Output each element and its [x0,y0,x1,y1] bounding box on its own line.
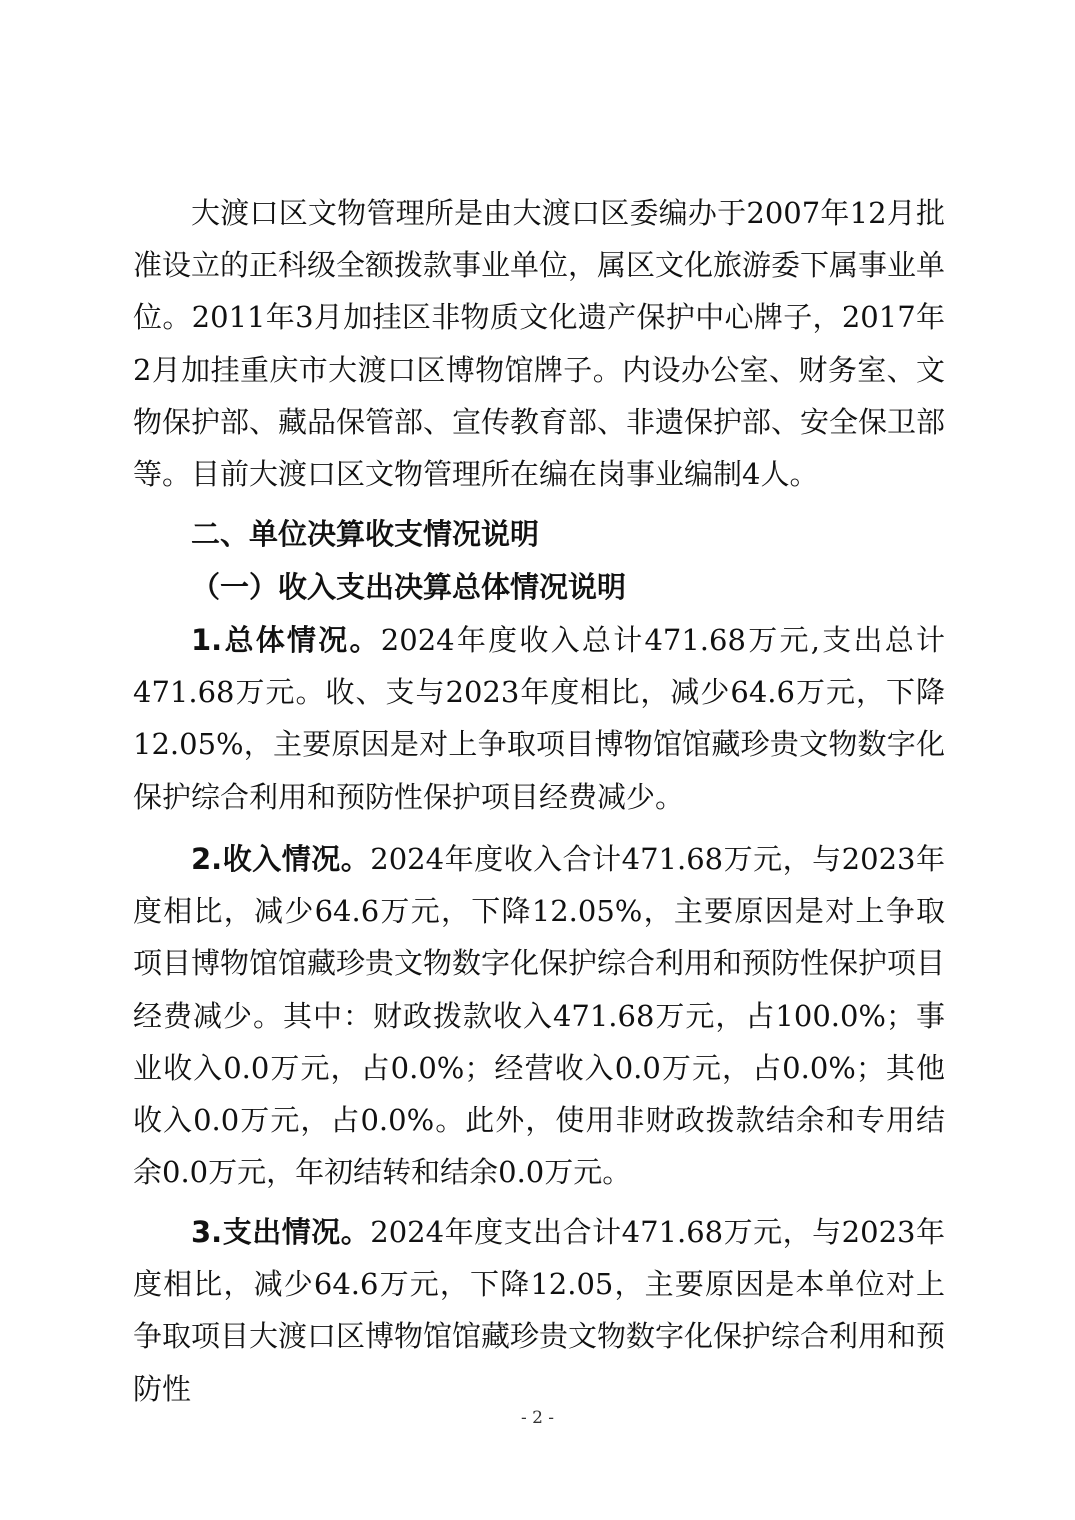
section-heading: 二、单位决算收支情况说明 [191,517,540,551]
page-number: - 2 - [520,1408,555,1428]
expense-body: 2024年度支出合计471.68万元，与2023年度相比，减少64.6万元，下降12.05，主要原因是本单位对上争取项目大渡口区博物馆馆藏珍贵文物数字化保护综合利用和预防性 [133,1215,946,1406]
intro-paragraph: 大渡口区文物管理所是由大渡口区委编办于2007年12月批准设立的正科级全额拨款事业单位，属区文化旅游委下属事业单位。2011年3月加挂区非物质文化遗产保护中心牌子，2017年2月加挂重庆市大渡口区博物馆牌子。内设办公室、财务室、文物保护部、藏品保管部、宣传教育部、非遗保护部、安全保卫部等。目前大渡口区文物管理所在编在岗事业编制4人。 [133,196,946,492]
overall-lead: 1.总体情况。 [191,623,381,657]
income-paragraph [133,833,945,1198]
subsection-heading: （一）收入支出决算总体情况说明 [191,570,627,604]
expense-paragraph [133,1206,945,1415]
expense-lead: 3.支出情况。 [191,1215,371,1249]
overall-paragraph [133,614,945,823]
income-lead: 2.收入情况。 [191,842,371,876]
overall-body: 2024年度收入总计471.68万元,支出总计471.68万元。收、支与2023年度相比，减少64.6万元，下降12.05%，主要原因是对上争取项目博物馆馆藏珍贵文物数字化保护综合利用和预防性保护项目经费减少。 [133,623,945,814]
income-body: 2024年度收入合计471.68万元，与2023年度相比，减少64.6万元，下降12.05%，主要原因是对上争取项目博物馆馆藏珍贵文物数字化保护综合利用和预防性保护项目经费减少。其中：财政拨款收入471.68万元，占100.0%；事业收入0.0万元，占0.0%；经营收入0.0万元，占0.0%；其他收入0.0万元，占0.0%。此外，使用非财政拨款结余和专用结余0.0万元，年初结转和结余0.0万元。 [133,842,946,1190]
